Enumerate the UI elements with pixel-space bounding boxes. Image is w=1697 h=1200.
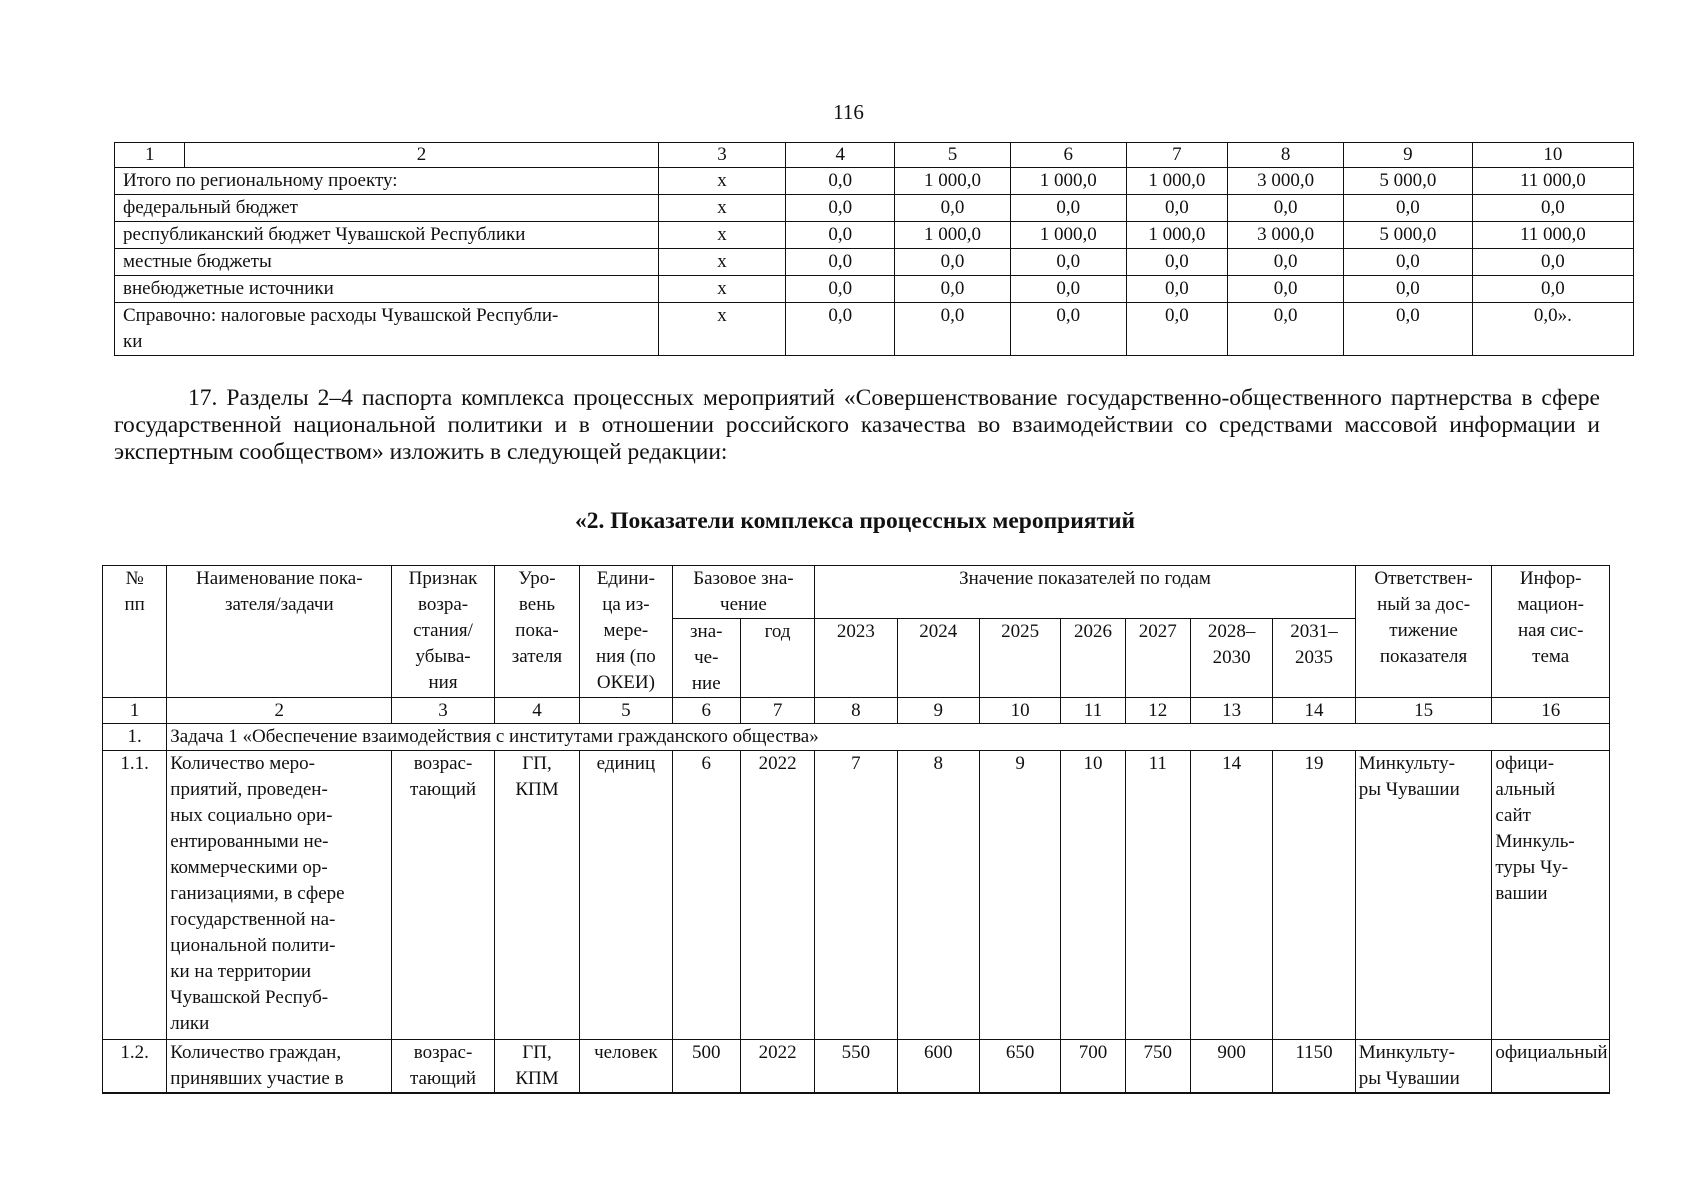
finance-row-value: 0,0 xyxy=(786,168,895,195)
finance-table xyxy=(114,142,1634,356)
row-name: Количество граждан, принявших участие в xyxy=(167,1040,392,1094)
row-base-value: 500 xyxy=(672,1040,740,1094)
header-info-system: Инфор- мацион- ная сис- тема xyxy=(1492,566,1610,698)
row-name: Количество меро- приятий, проведен- ных социально ори- ентированными не- коммерческими ор- ганизациями, в сфере государственной на- циональной полити- ки на территории Чувашской Респуб- лики xyxy=(167,751,392,1040)
column-number-10: 10 xyxy=(979,698,1060,724)
finance-row-value: 0,0 xyxy=(1344,303,1473,356)
finance-row-value: 1 000,0 xyxy=(1126,222,1228,249)
row-base-year: 2022 xyxy=(740,1040,814,1094)
header-base-value: зна- че- ние xyxy=(672,619,740,698)
finance-row-value: 5 000,0 xyxy=(1344,168,1473,195)
finance-row-value: 0,0 xyxy=(1472,195,1633,222)
header-num: № пп xyxy=(103,566,167,698)
row-base-year: 2022 xyxy=(740,751,814,1040)
page-number: 116 xyxy=(833,100,864,124)
finance-col-4: 4 xyxy=(786,143,895,168)
header-year-2028-2030: 2028– 2030 xyxy=(1190,619,1272,698)
finance-row-value: 1 000,0 xyxy=(1010,168,1126,195)
finance-col-6: 6 xyxy=(1010,143,1126,168)
finance-row-value: 0,0 xyxy=(895,303,1011,356)
column-number-3: 3 xyxy=(392,698,494,724)
finance-row-x: х xyxy=(658,303,786,356)
finance-row-name: Справочно: налоговые расходы Чувашской Республи- ки xyxy=(115,303,659,356)
column-number-2: 2 xyxy=(167,698,392,724)
finance-row-value: 0,0 xyxy=(1010,276,1126,303)
finance-row-value: 0,0 xyxy=(786,222,895,249)
column-number-11: 11 xyxy=(1061,698,1125,724)
header-sign: Признак возра- стания/ убыва- ния xyxy=(392,566,494,698)
row-unit: единиц xyxy=(580,751,672,1040)
header-unit: Едини- ца из- мере- ния (по ОКЕИ) xyxy=(580,566,672,698)
row-value-2023: 7 xyxy=(815,751,897,1040)
finance-row-value: 0,0 xyxy=(786,276,895,303)
finance-col-3: 3 xyxy=(658,143,786,168)
column-number-7: 7 xyxy=(740,698,814,724)
finance-row-value: 0,0 xyxy=(1228,195,1344,222)
finance-row-value: 0,0 xyxy=(1126,249,1228,276)
indicators-column-numbers xyxy=(103,698,1610,724)
finance-row-value: 0,0 xyxy=(1010,303,1126,356)
column-number-4: 4 xyxy=(494,698,579,724)
header-name: Наименование пока- зателя/задачи xyxy=(167,566,392,698)
finance-row-value: 1 000,0 xyxy=(1126,168,1228,195)
finance-col-2: 2 xyxy=(185,143,658,168)
finance-row-name: внебюджетные источники xyxy=(115,276,659,303)
finance-row-value: 0,0 xyxy=(1344,249,1473,276)
section-title: «2. Показатели комплекса процессных мероприятий xyxy=(575,508,1136,534)
header-base-year: год xyxy=(740,619,814,698)
finance-row-x: х xyxy=(658,168,786,195)
task-text: Задача 1 «Обеспечение взаимодействия с институтами гражданского общества» xyxy=(167,724,1610,751)
column-number-8: 8 xyxy=(815,698,897,724)
finance-row-value: 0,0 xyxy=(786,249,895,276)
indicator-row-1-2 xyxy=(103,1040,1610,1094)
header-base: Базовое зна- чение xyxy=(672,566,815,619)
task-num: 1. xyxy=(103,724,167,751)
finance-row-name: федеральный бюджет xyxy=(115,195,659,222)
finance-row-value: 0,0 xyxy=(1472,276,1633,303)
row-level: ГП, КПМ xyxy=(494,1040,579,1094)
column-number-13: 13 xyxy=(1190,698,1272,724)
row-value-2024: 8 xyxy=(897,751,979,1040)
finance-row-x: х xyxy=(658,195,786,222)
finance-col-7: 7 xyxy=(1126,143,1228,168)
row-num: 1.2. xyxy=(103,1040,167,1094)
finance-row-value: 0,0 xyxy=(1344,195,1473,222)
finance-row-value: 0,0 xyxy=(1228,249,1344,276)
row-value-2026: 10 xyxy=(1061,751,1125,1040)
row-value-2025: 9 xyxy=(979,751,1060,1040)
row-value-2031-2035: 19 xyxy=(1273,751,1355,1040)
finance-row-value: 1 000,0 xyxy=(895,222,1011,249)
column-number-6: 6 xyxy=(672,698,740,724)
column-number-12: 12 xyxy=(1125,698,1190,724)
header-responsible: Ответствен- ный за дос- тижение показателя xyxy=(1355,566,1492,698)
row-base-value: 6 xyxy=(672,751,740,1040)
row-info-system: официальный xyxy=(1492,1040,1610,1094)
row-value-2025: 650 xyxy=(979,1040,1060,1094)
finance-row-value: 11 000,0 xyxy=(1472,168,1633,195)
header-level: Уро- вень пока- зателя xyxy=(494,566,579,698)
finance-row-value: 0,0 xyxy=(1126,195,1228,222)
finance-col-9: 9 xyxy=(1344,143,1473,168)
finance-row-value: 3 000,0 xyxy=(1228,222,1344,249)
finance-row-value: 0,0 xyxy=(1010,195,1126,222)
finance-row-value: 0,0 xyxy=(786,303,895,356)
finance-row-value: 0,0 xyxy=(895,195,1011,222)
finance-row-value: 0,0 xyxy=(1228,276,1344,303)
header-year-2024: 2024 xyxy=(897,619,979,698)
header-year-2025: 2025 xyxy=(979,619,1060,698)
finance-row xyxy=(115,276,1634,303)
finance-row xyxy=(115,249,1634,276)
finance-row-value: 0,0 xyxy=(1126,276,1228,303)
row-value-2023: 550 xyxy=(815,1040,897,1094)
finance-row-name: Итого по региональному проекту: xyxy=(115,168,659,195)
row-responsible: Минкульту- ры Чувашии xyxy=(1355,1040,1492,1094)
finance-row-value: 0,0». xyxy=(1472,303,1633,356)
finance-row-x: х xyxy=(658,222,786,249)
finance-col-5: 5 xyxy=(895,143,1011,168)
task-row xyxy=(103,724,1610,751)
indicators-header-row-1 xyxy=(103,566,1610,619)
header-year-2027: 2027 xyxy=(1125,619,1190,698)
header-years-group: Значение показателей по годам xyxy=(815,566,1356,619)
finance-row-value: 0,0 xyxy=(1228,303,1344,356)
indicator-row-1-1 xyxy=(103,751,1610,1040)
row-value-2028-2030: 14 xyxy=(1190,751,1272,1040)
row-sign: возрас- тающий xyxy=(392,751,494,1040)
row-value-2027: 750 xyxy=(1125,1040,1190,1094)
row-sign: возрас- тающий xyxy=(392,1040,494,1094)
finance-col-1: 1 xyxy=(115,143,185,168)
finance-row-value: 0,0 xyxy=(786,195,895,222)
amendment-paragraph: 17. Разделы 2–4 паспорта комплекса процессных мероприятий «Совершенствование государственно-общественного партнерства в сфере государственной национальной политики и в отношении российского казачества во взаимодействии со средствами массовой информации и экспертным сообществом» изложить в следующей редакции: xyxy=(114,385,1600,465)
finance-row-value: 11 000,0 xyxy=(1472,222,1633,249)
row-value-2027: 11 xyxy=(1125,751,1190,1040)
header-year-2031-2035: 2031– 2035 xyxy=(1273,619,1355,698)
finance-header-row xyxy=(115,143,1634,168)
finance-row-value: 0,0 xyxy=(1344,276,1473,303)
finance-row-value: 0,0 xyxy=(1126,303,1228,356)
finance-row xyxy=(115,168,1634,195)
row-value-2024: 600 xyxy=(897,1040,979,1094)
finance-col-8: 8 xyxy=(1228,143,1344,168)
row-unit: человек xyxy=(580,1040,672,1094)
indicators-table xyxy=(102,565,1610,1094)
header-year-2026: 2026 xyxy=(1061,619,1125,698)
header-year-2023: 2023 xyxy=(815,619,897,698)
finance-row-name: местные бюджеты xyxy=(115,249,659,276)
row-num: 1.1. xyxy=(103,751,167,1040)
finance-row-value: 5 000,0 xyxy=(1344,222,1473,249)
finance-row-value: 1 000,0 xyxy=(1010,222,1126,249)
finance-row xyxy=(115,195,1634,222)
finance-row xyxy=(115,303,1634,356)
finance-row-value: 0,0 xyxy=(895,249,1011,276)
finance-row-value: 1 000,0 xyxy=(895,168,1011,195)
column-number-9: 9 xyxy=(897,698,979,724)
column-number-16: 16 xyxy=(1492,698,1610,724)
finance-row-x: х xyxy=(658,276,786,303)
row-responsible: Минкульту- ры Чувашии xyxy=(1355,751,1492,1040)
finance-row-x: х xyxy=(658,249,786,276)
column-number-5: 5 xyxy=(580,698,672,724)
finance-row xyxy=(115,222,1634,249)
finance-row-value: 0,0 xyxy=(895,276,1011,303)
finance-row-name: республиканский бюджет Чувашской Республики xyxy=(115,222,659,249)
finance-row-value: 0,0 xyxy=(1472,249,1633,276)
row-value-2028-2030: 900 xyxy=(1190,1040,1272,1094)
row-level: ГП, КПМ xyxy=(494,751,579,1040)
column-number-1: 1 xyxy=(103,698,167,724)
row-value-2031-2035: 1150 xyxy=(1273,1040,1355,1094)
row-value-2026: 700 xyxy=(1061,1040,1125,1094)
finance-col-10: 10 xyxy=(1472,143,1633,168)
column-number-14: 14 xyxy=(1273,698,1355,724)
column-number-15: 15 xyxy=(1355,698,1492,724)
row-info-system: офици- альный сайт Минкуль- туры Чу- вашии xyxy=(1492,751,1610,1040)
finance-row-value: 3 000,0 xyxy=(1228,168,1344,195)
finance-row-value: 0,0 xyxy=(1010,249,1126,276)
